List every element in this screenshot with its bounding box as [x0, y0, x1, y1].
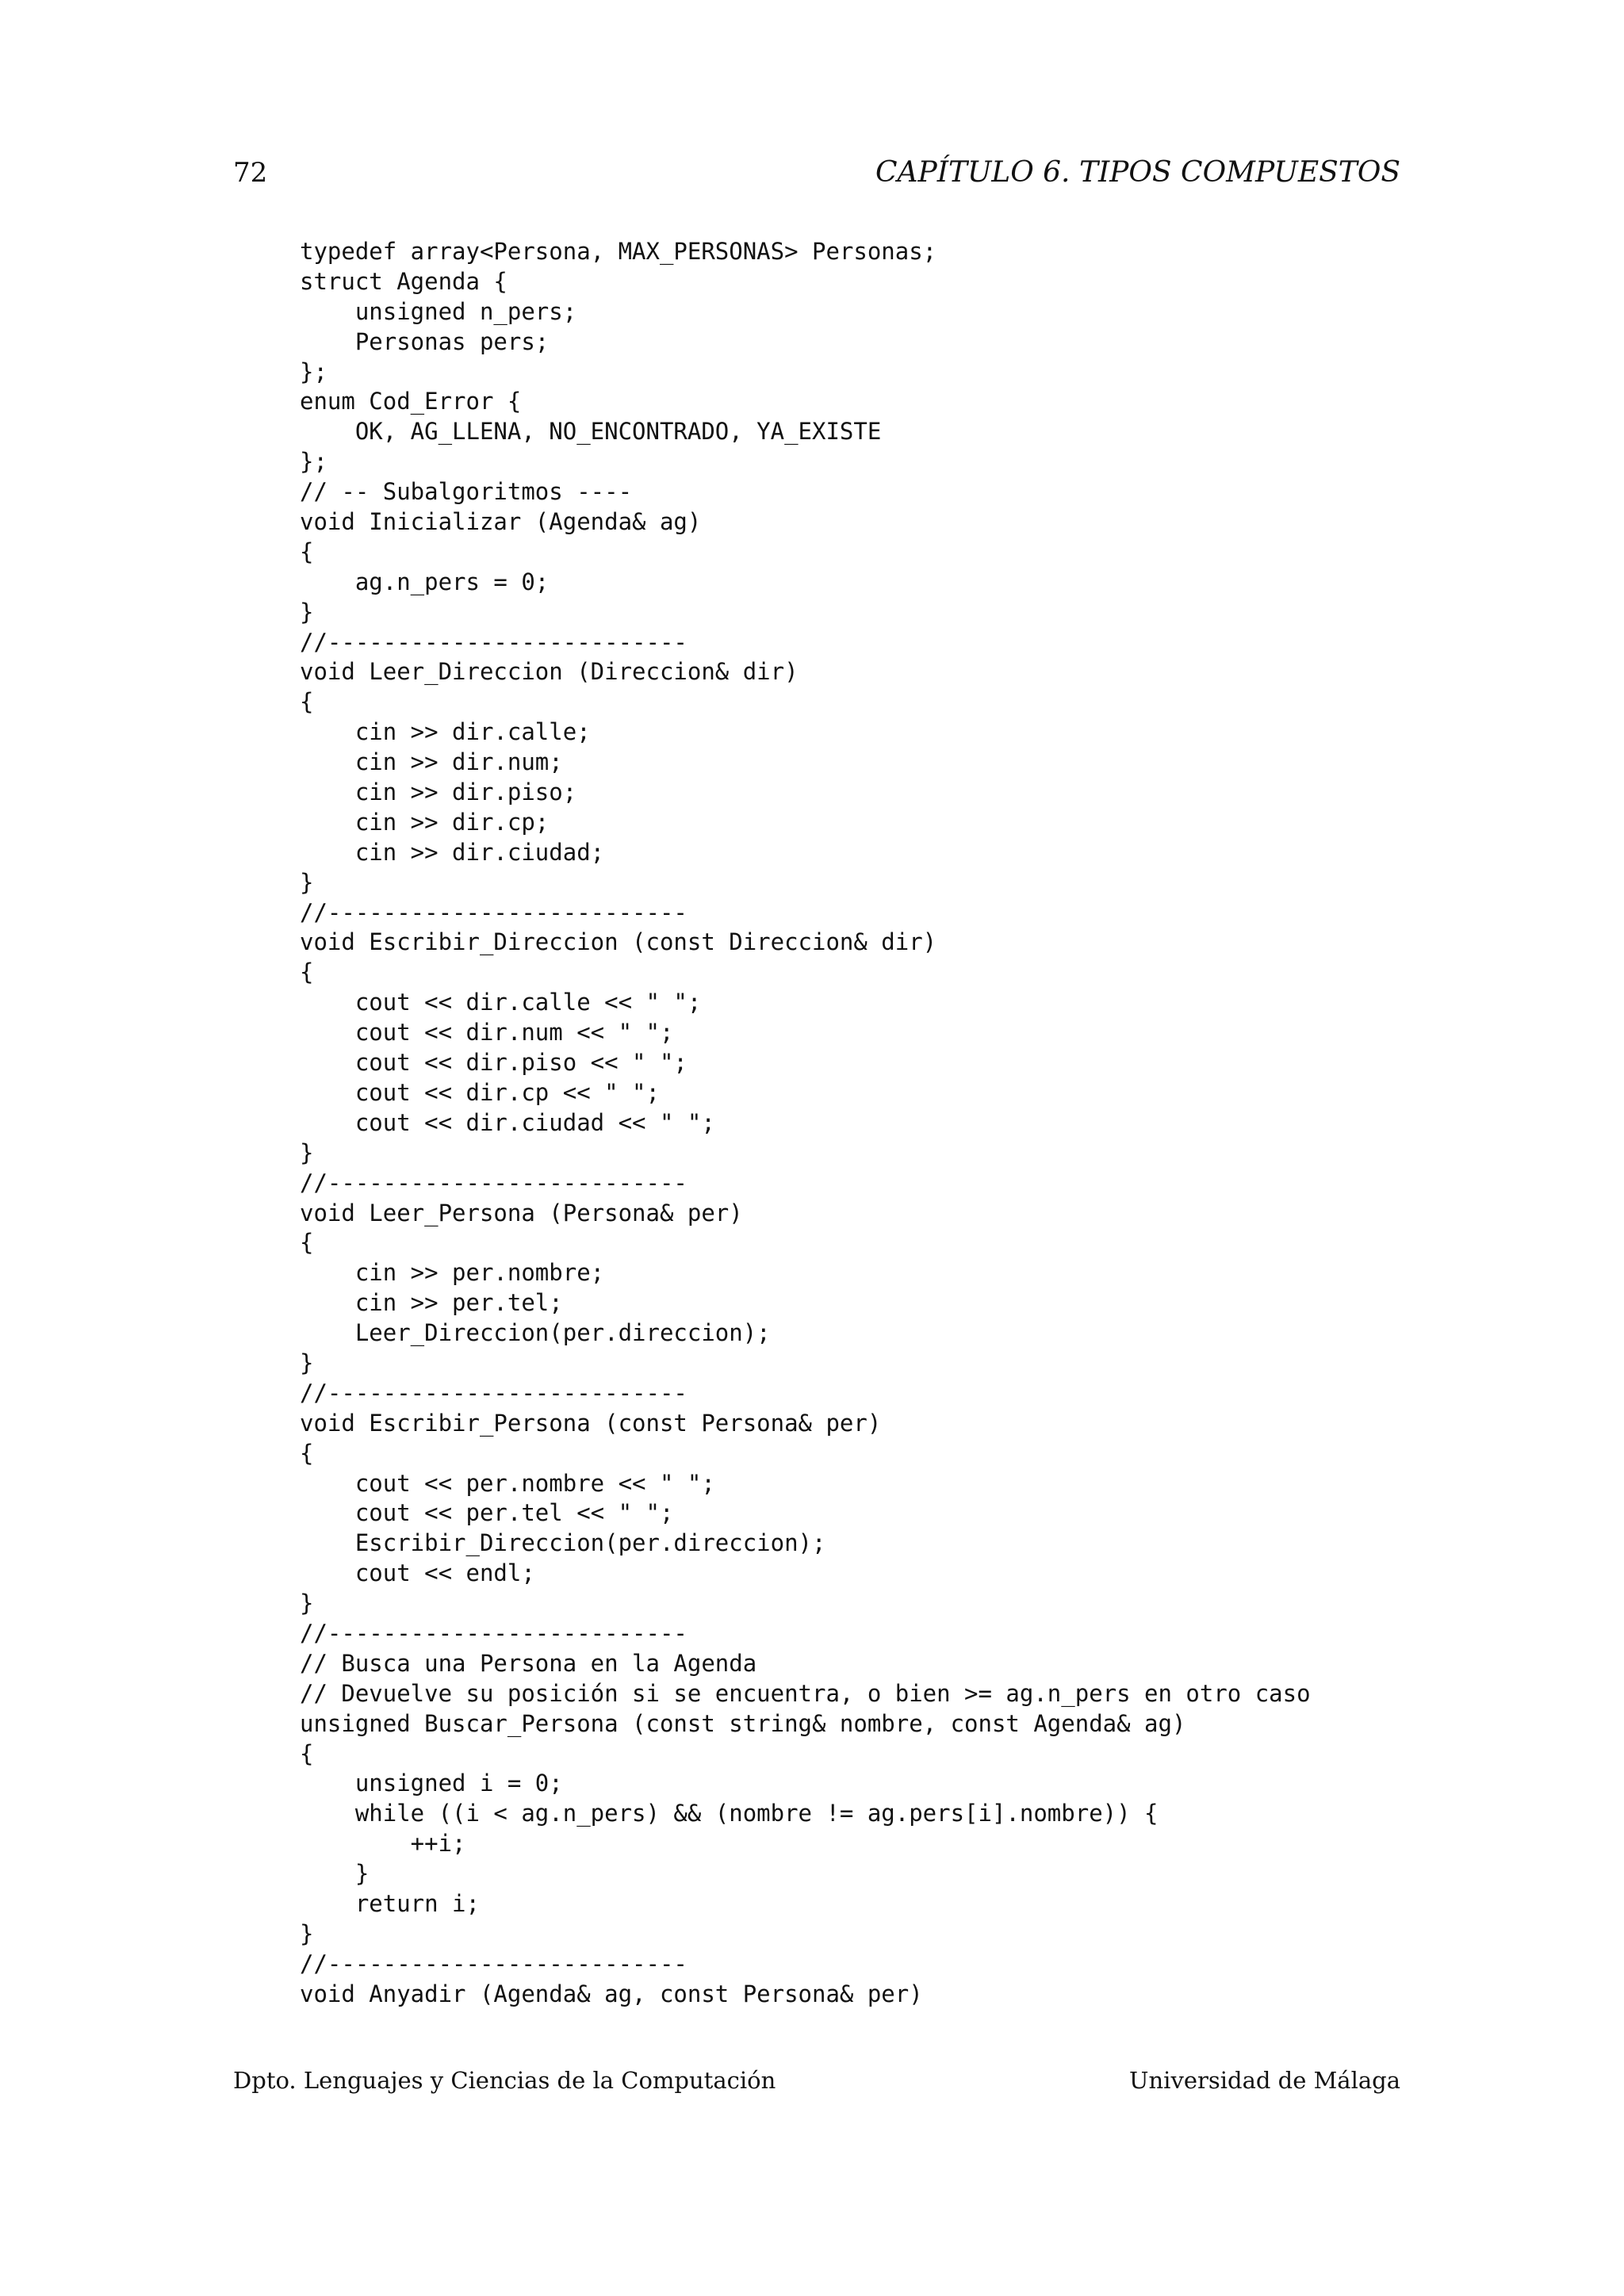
code-line: }: [300, 1919, 314, 1947]
code-line: };: [300, 358, 327, 385]
code-line: {: [300, 1739, 314, 1767]
code-line: cin >> per.tel;: [300, 1289, 563, 1317]
code-line: ag.n_pers = 0;: [300, 568, 550, 595]
code-line: }: [300, 1590, 314, 1617]
page-number: 72: [233, 157, 268, 189]
code-line: }: [300, 868, 314, 896]
code-line: //--------------------------: [300, 1169, 688, 1196]
code-line: cin >> dir.cp;: [300, 808, 550, 836]
code-line: void Escribir_Persona (const Persona& per): [300, 1409, 882, 1437]
code-line: cin >> dir.piso;: [300, 779, 577, 806]
code-line: void Leer_Persona (Persona& per): [300, 1199, 743, 1226]
chapter-title: CAPÍTULO 6. TIPOS COMPUESTOS: [875, 156, 1400, 189]
code-line: unsigned i = 0;: [300, 1770, 563, 1797]
code-line: //--------------------------: [300, 628, 688, 656]
code-line: }: [300, 598, 314, 626]
code-line: cout << per.nombre << " ";: [300, 1469, 715, 1497]
code-line: while ((i < ag.n_pers) && (nombre != ag.pers[i].nombre)) {: [300, 1800, 1159, 1827]
code-line: unsigned Buscar_Persona (const string& nombre, const Agenda& ag): [300, 1709, 1186, 1737]
code-line: cout << dir.num << " ";: [300, 1019, 674, 1047]
code-line: cout << dir.ciudad << " ";: [300, 1108, 715, 1136]
code-line: ++i;: [300, 1830, 466, 1858]
code-line: {: [300, 1439, 314, 1467]
code-line: // -- Subalgoritmos ----: [300, 478, 633, 506]
code-line: cout << endl;: [300, 1559, 535, 1587]
code-line: cout << per.tel << " ";: [300, 1499, 674, 1527]
code-line: //--------------------------: [300, 1379, 688, 1406]
code-line: }: [300, 1349, 314, 1376]
code-line: {: [300, 688, 314, 716]
code-line: enum Cod_Error {: [300, 388, 522, 415]
footer-department: Dpto. Lenguajes y Ciencias de la Computación: [233, 2067, 776, 2094]
code-line: //--------------------------: [300, 898, 688, 926]
code-line: Leer_Direccion(per.direccion);: [300, 1319, 771, 1347]
code-line: Personas pers;: [300, 327, 550, 355]
code-line: // Busca una Persona en la Agenda: [300, 1649, 757, 1677]
code-line: //--------------------------: [300, 1950, 688, 1977]
code-line: cout << dir.calle << " ";: [300, 989, 702, 1016]
code-line: cout << dir.piso << " ";: [300, 1049, 688, 1077]
code-line: unsigned n_pers;: [300, 297, 577, 325]
code-line: void Escribir_Direccion (const Direccion& dir): [300, 928, 937, 956]
code-line: return i;: [300, 1889, 480, 1917]
code-line: void Anyadir (Agenda& ag, const Persona& per): [300, 1980, 923, 2007]
code-line: cin >> dir.num;: [300, 748, 563, 776]
code-line: }: [300, 1138, 314, 1166]
code-line: void Leer_Direccion (Direccion& dir): [300, 658, 799, 686]
code-line: // Devuelve su posición si se encuentra, o bien >= ag.n_pers en otro caso: [300, 1679, 1311, 1707]
code-line: {: [300, 959, 314, 986]
code-line: OK, AG_LLENA, NO_ENCONTRADO, YA_EXISTE: [300, 418, 882, 446]
code-listing: [300, 237, 1311, 2010]
code-line: {: [300, 1229, 314, 1257]
code-line: //--------------------------: [300, 1619, 688, 1647]
code-line: };: [300, 448, 327, 476]
code-line: struct Agenda {: [300, 267, 508, 295]
code-line: cin >> dir.calle;: [300, 718, 591, 746]
code-line: cin >> dir.ciudad;: [300, 838, 605, 866]
code-line: Escribir_Direccion(per.direccion);: [300, 1529, 826, 1557]
code-line: {: [300, 538, 314, 565]
code-line: void Inicializar (Agenda& ag): [300, 508, 702, 536]
code-line: cin >> per.nombre;: [300, 1259, 605, 1287]
code-line: cout << dir.cp << " ";: [300, 1078, 660, 1106]
code-line: }: [300, 1860, 370, 1888]
footer-university: Universidad de Málaga: [1129, 2067, 1400, 2094]
code-line: typedef array<Persona, MAX_PERSONAS> Personas;: [300, 238, 937, 265]
